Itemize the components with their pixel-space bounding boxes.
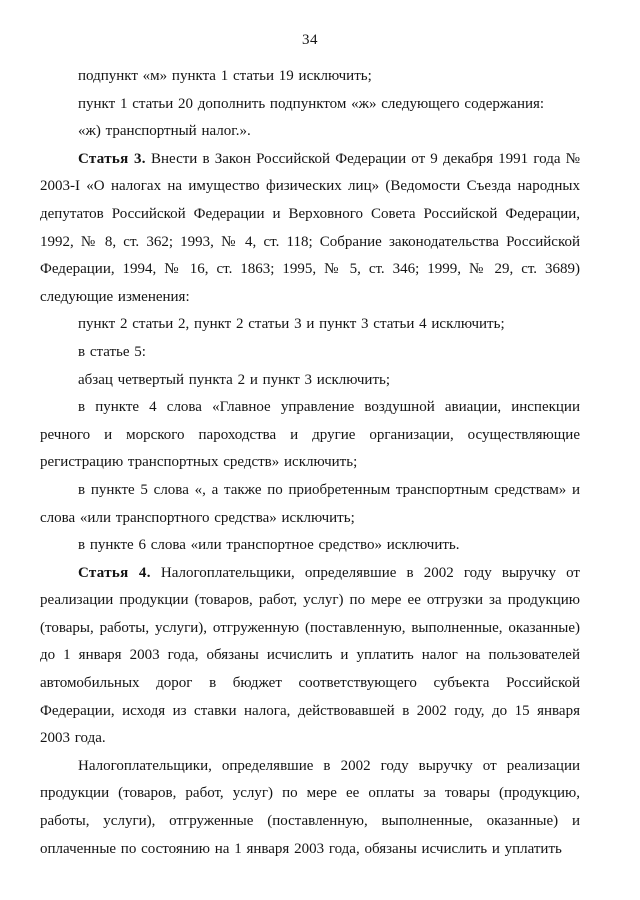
paragraph: пункт 2 статьи 2, пункт 2 статьи 3 и пункт 3 статьи 4 исключить; bbox=[78, 316, 505, 333]
article-heading: Статья 4. bbox=[78, 564, 151, 581]
paragraph: абзац четвертый пункта 2 и пункт 3 исключить; bbox=[78, 371, 391, 388]
paragraph: в пункте 6 слова «или транспортное средство» исключить. bbox=[78, 537, 460, 554]
article-heading: Статья 3. bbox=[78, 150, 146, 167]
paragraph: Налогоплательщики, определявшие в 2002 году выручку от реализации продукции (товаров, работ, услуг) по мере ее оплаты за товары (продукцию, работы, услуги), отгруженные (поставленную, выполненные, оказанные) и оплаченные по состоянию на 1 января 2003 года, обязаны исчислить и уплатить bbox=[40, 757, 580, 857]
page-number: 34 bbox=[302, 32, 318, 48]
paragraph: подпункт «м» пункта 1 статьи 19 исключить; bbox=[78, 68, 372, 84]
paragraph: Статья 3. Внести в Закон Российской Федерации от 9 декабря 1991 года № 2003-I «О налогах на имущество физических лиц» (Ведомости Съезда народных депутатов Российской Федерации и Верховного Совета Российской Федерации, 1992, № 8, ст. 362; 1993, № 4, ст. 118; Собрание законодательства Российской Федерации, 1994, № 16, ст. 1863; 1995, № 5, ст. 346; 1999, № 29, ст. 3689) следующие изменения: bbox=[40, 150, 580, 305]
document-body bbox=[40, 63, 580, 863]
paragraph: «ж) транспортный налог.». bbox=[78, 123, 251, 140]
paragraph: в пункте 4 слова «Главное управление воздушной авиации, инспекции речного и морского пароходства и другие организации, осуществляющие регистрацию транспортных средств» исключить; bbox=[40, 399, 580, 471]
paragraph: в статье 5: bbox=[78, 343, 146, 360]
paragraph: пункт 1 статьи 20 дополнить подпунктом «ж» следующего содержания: bbox=[78, 95, 545, 112]
paragraph: Статья 4. Налогоплательщики, определявшие в 2002 году выручку от реализации продукции (товаров, работ, услуг) по мере ее отгрузки за продукцию (товары, работы, услуги), отгруженную (поставленную, выполненные, оказанные) до 1 января 2003 года, обязаны исчислить и уплатить налог на пользователей автомобильных дорог в бюджет соответствующего субъекта Российской Федерации, исходя из ставки налога, действовавшей в 2002 году, до 15 января 2003 года. bbox=[40, 564, 580, 747]
paragraph: в пункте 5 слова «, а также по приобретенным транспортным средствам» и слова «или транспортного средства» исключить; bbox=[40, 481, 580, 526]
